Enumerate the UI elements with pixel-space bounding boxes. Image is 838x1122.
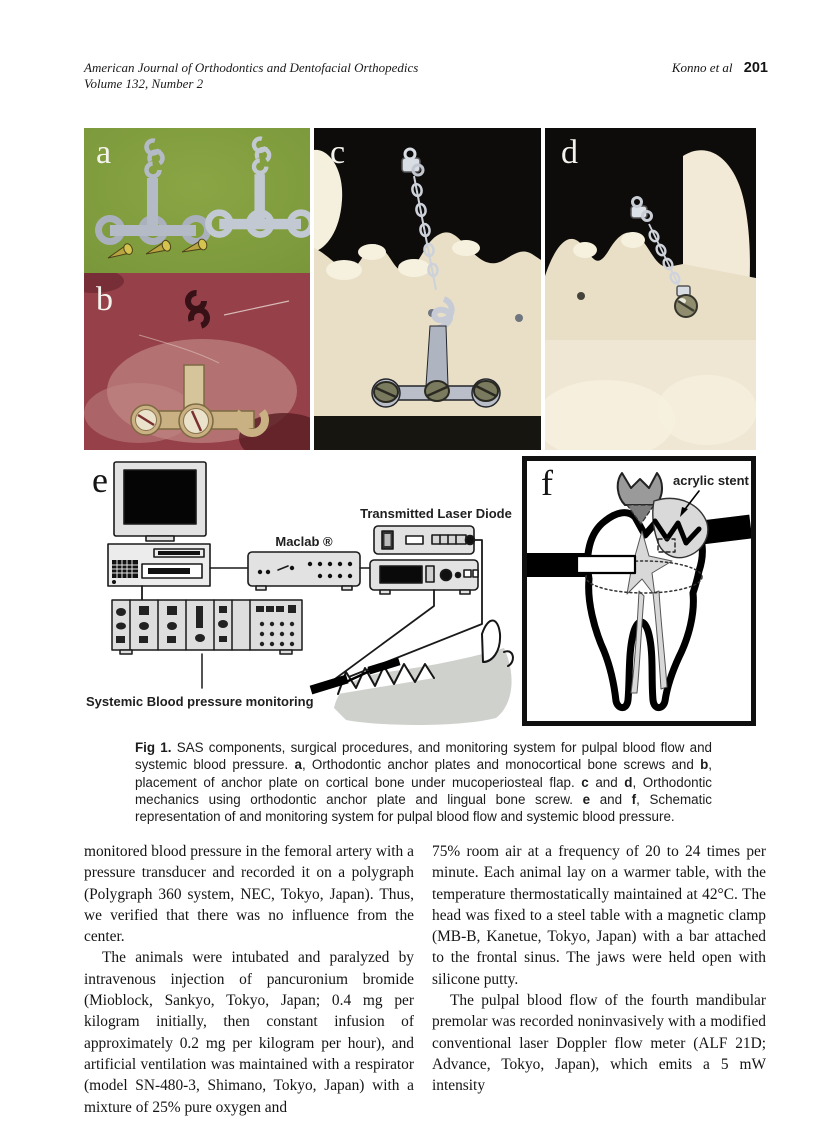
- body-col-left: [84, 841, 414, 1118]
- body-paragraph: 75% room air at a frequency of 20 to 24 times per minute. Each animal lay on a warmer table, with the temperature thermostatically maintained at 42°C. The head was fixed to a steel table with a magnetic clamp (MB-B, Kanetue, Tokyo, Japan) with a bar attached to the frontal sinus. The jaws were held open with silicone putty.: [432, 843, 766, 988]
- caption-bold-text: d: [624, 774, 633, 790]
- body-paragraph: The animals were intubated and paralyzed by intravenous injection of pancuronium bromide (Mioblock, Sankyo, Tokyo, Japan; 0.4 mg per kilogram initially, then constant infusion of approximately 0.2 mg per kilogram per hour), and artificial ventilation was maintained with a respirator (model SN-480-3, Shimano, Tokyo, Japan) with a mixture of 25% pure oxygen and: [84, 949, 414, 1116]
- maclab-unit: [210, 552, 360, 590]
- caption-text: and: [590, 791, 632, 807]
- body-paragraph: The pulpal blood flow of the fourth mandibular premolar was recorded noninvasively with a modified conventional laser Doppler flow meter (ALF 21D; Advance, Tokyo, Japan), which emits a 5 mW intensity: [432, 992, 766, 1095]
- caption-bold-text: b: [700, 757, 709, 773]
- panel-label-c: c: [330, 134, 346, 171]
- caption-bold-text: f: [631, 791, 637, 807]
- figure-panel-e: [84, 456, 518, 726]
- maclab-label: Maclab ®: [275, 534, 333, 549]
- figure-panel-d: [545, 128, 756, 450]
- figure-panel-c: [314, 128, 541, 450]
- orthodontic-mechanics-photo: [314, 128, 541, 450]
- panel-label-b: b: [96, 281, 113, 318]
- page-number: 201: [743, 60, 768, 76]
- tooth-schematic: [527, 461, 751, 721]
- caption-bold-text: e: [582, 791, 591, 807]
- laser-diode-label: Transmitted Laser Diode: [360, 506, 512, 521]
- anchor-plates-photo: [84, 128, 310, 273]
- laser-diode-units: [360, 526, 478, 594]
- acrylic-stent: [653, 498, 708, 557]
- figure-caption: [135, 739, 712, 825]
- figure-panel-f: [522, 456, 756, 726]
- page-header: [84, 60, 768, 92]
- running-head: [672, 60, 768, 92]
- monitoring-schematic: [84, 456, 518, 726]
- caption-bold-text: a: [294, 757, 302, 773]
- body-col-right: [432, 841, 766, 1097]
- surgical-placement-photo: [84, 273, 310, 450]
- caption-text: SAS components, surgical procedures, and monitoring system for pulpal blood flow and systemic blood pressure.: [135, 740, 712, 773]
- figure-panel-b: [84, 273, 310, 450]
- keypad: [112, 560, 138, 578]
- caption-bold-text: c: [581, 774, 589, 790]
- journal-title: American Journal of Orthodontics and Dentofacial Orthopedics: [84, 60, 419, 75]
- panel-label-d: d: [561, 134, 578, 171]
- caption-bold-text: Fig 1.: [135, 740, 177, 755]
- caption-text: , Schematic representation of and monitoring system for pulpal blood flow and systemic blood pressure.: [135, 791, 712, 825]
- panel-label-a: a: [96, 134, 112, 171]
- authors: Konno et al: [671, 60, 733, 75]
- amplifier-rack: [112, 600, 302, 688]
- panel-label-e: e: [92, 460, 108, 500]
- figure-panel-a: [84, 128, 310, 273]
- panel-label-f: f: [541, 463, 553, 503]
- jaw-sketch: [310, 621, 513, 726]
- caption-text: and: [588, 774, 625, 790]
- journal-title-block: [84, 60, 418, 92]
- caption-text: , Orthodontic anchor plates and monocortical bone screws and: [301, 757, 701, 773]
- body-paragraph: monitored blood pressure in the femoral artery with a pressure transducer and recorded it on a polygraph (Polygraph 360 system, NEC, Tokyo, Japan). Thus, we verified that there was no influence from the center.: [84, 843, 414, 946]
- journal-volume: Volume 132, Number 2: [84, 76, 204, 91]
- caption-text: , Orthodontic mechanics using orthodontic anchor plate and lingual bone screw.: [135, 774, 712, 807]
- sbp-label: Systemic Blood pressure monitoring: [86, 694, 314, 709]
- caption-text: , placement of anchor plate on cortical bone under mucoperiosteal flap.: [135, 757, 712, 790]
- acrylic-stent-label: acrylic stent: [673, 473, 749, 488]
- lingual-screw-photo: [545, 128, 756, 450]
- computer: [108, 462, 210, 586]
- fiber-probe: [577, 556, 635, 573]
- figure-1: [84, 128, 756, 726]
